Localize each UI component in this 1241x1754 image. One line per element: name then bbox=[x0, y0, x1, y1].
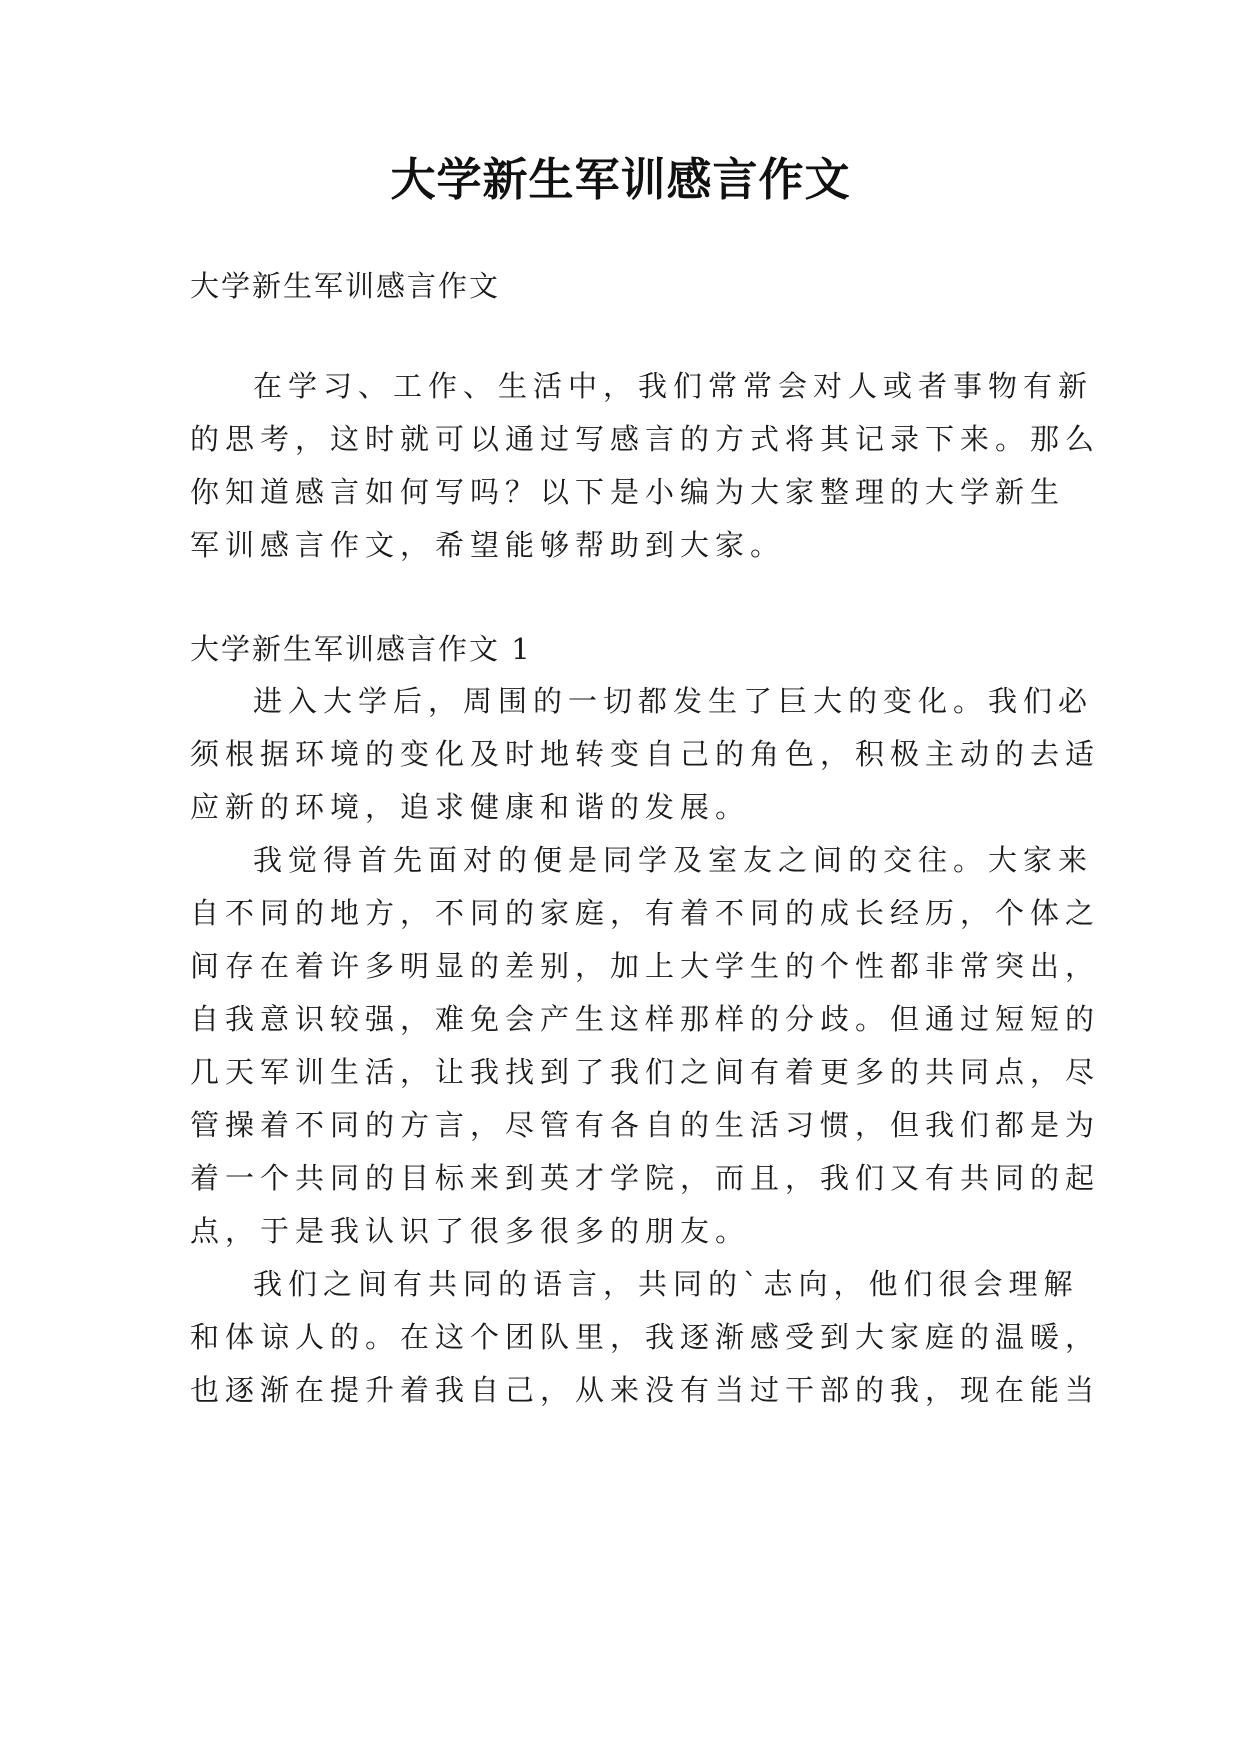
body-line: 我觉得首先面对的便是同学及室友之间的交往。大家来 bbox=[253, 843, 1094, 877]
intro-line: 你知道感言如何写吗？以下是小编为大家整理的大学新生 bbox=[190, 475, 1066, 509]
body-line: 着一个共同的目标来到英才学院，而且，我们又有共同的起 bbox=[190, 1161, 1101, 1195]
body-line: 自我意识较强，难免会产生这样那样的分歧。但通过短短的 bbox=[190, 1002, 1101, 1036]
intro-line: 的思考，这时就可以通过写感言的方式将其记录下来。那么 bbox=[190, 422, 1101, 456]
body-line: 管操着不同的方言，尽管有各自的生活习惯，但我们都是为 bbox=[190, 1108, 1101, 1142]
body-line: 和体谅人的。在这个团队里，我逐渐感受到大家庭的温暖， bbox=[190, 1320, 1101, 1354]
body-line: 点，于是我认识了很多很多的朋友。 bbox=[190, 1214, 751, 1248]
body-line: 我们之间有共同的语言，共同的`志向，他们很会理解 bbox=[253, 1267, 1079, 1301]
body-line: 也逐渐在提升着我自己，从来没有当过干部的我，现在能当 bbox=[190, 1373, 1101, 1407]
body-line: 自不同的地方，不同的家庭，有着不同的成长经历，个体之 bbox=[190, 896, 1101, 930]
document-title: 大学新生军训感言作文 bbox=[390, 153, 851, 206]
intro-line: 军训感言作文，希望能够帮助到大家。 bbox=[190, 528, 786, 562]
body-line: 几天军训生活，让我找到了我们之间有着更多的共同点，尽 bbox=[190, 1055, 1101, 1089]
document-subtitle: 大学新生军训感言作文 bbox=[190, 269, 501, 303]
intro-line: 在学习、工作、生活中，我们常常会对人或者事物有新 bbox=[253, 369, 1094, 403]
body-line: 应新的环境，追求健康和谐的发展。 bbox=[190, 790, 751, 824]
section-heading: 大学新生军训感言作文 1 bbox=[190, 632, 532, 666]
body-line: 间存在着许多明显的差别，加上大学生的个性都非常突出， bbox=[190, 949, 1101, 983]
body-line: 进入大学后，周围的一切都发生了巨大的变化。我们必 bbox=[253, 684, 1094, 718]
body-line: 须根据环境的变化及时地转变自己的角色，积极主动的去适 bbox=[190, 737, 1101, 771]
